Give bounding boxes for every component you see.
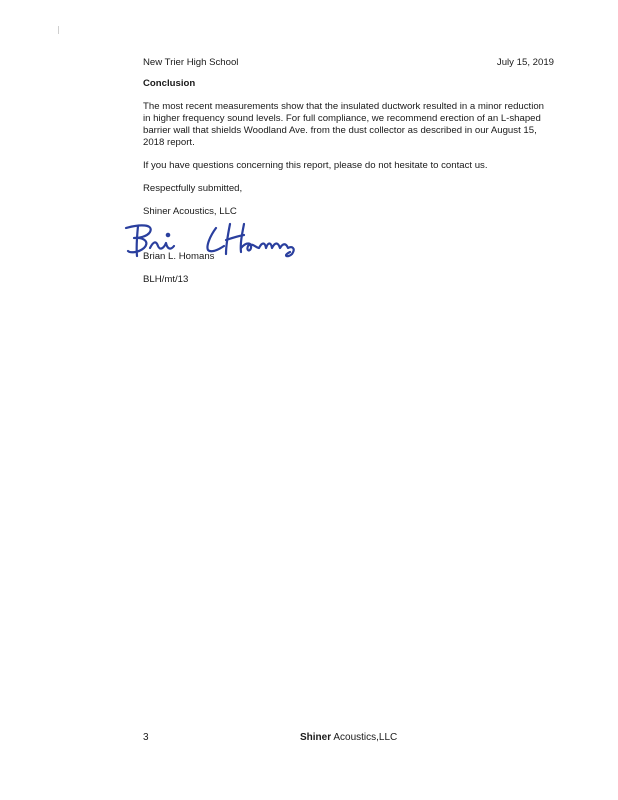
paragraph-line: in higher frequency sound levels. For full compliance, we recommend erection of an L-shaped [143,113,541,124]
footer-company-rest: Acoustics,LLC [331,732,398,743]
section-heading: Conclusion [143,78,196,89]
reference-initials: BLH/mt/13 [143,274,189,285]
footer-company [300,732,397,744]
page-number: 3 [143,732,149,743]
conclusion-paragraph [143,101,563,149]
header-client: New Trier High School [143,57,239,68]
paragraph-line: 2018 report. [143,137,195,148]
questions-text: If you have questions concerning this report, please do not hesitate to contact us. [143,160,488,171]
header-date: July 15, 2019 [496,57,554,68]
paragraph-line: The most recent measurements show that the insulated ductwork resulted in a minor reduction [143,101,545,112]
signer-name: Brian L. Homans [143,251,215,262]
paragraph-line: barrier wall that shields Woodland Ave. from the dust collector as described in our August 15, [143,125,537,136]
closing-text: Respectfully submitted, [143,183,243,194]
scan-mark [58,26,59,34]
footer-company-bold: Shiner [300,732,332,743]
company-name: Shiner Acoustics, LLC [143,206,237,217]
